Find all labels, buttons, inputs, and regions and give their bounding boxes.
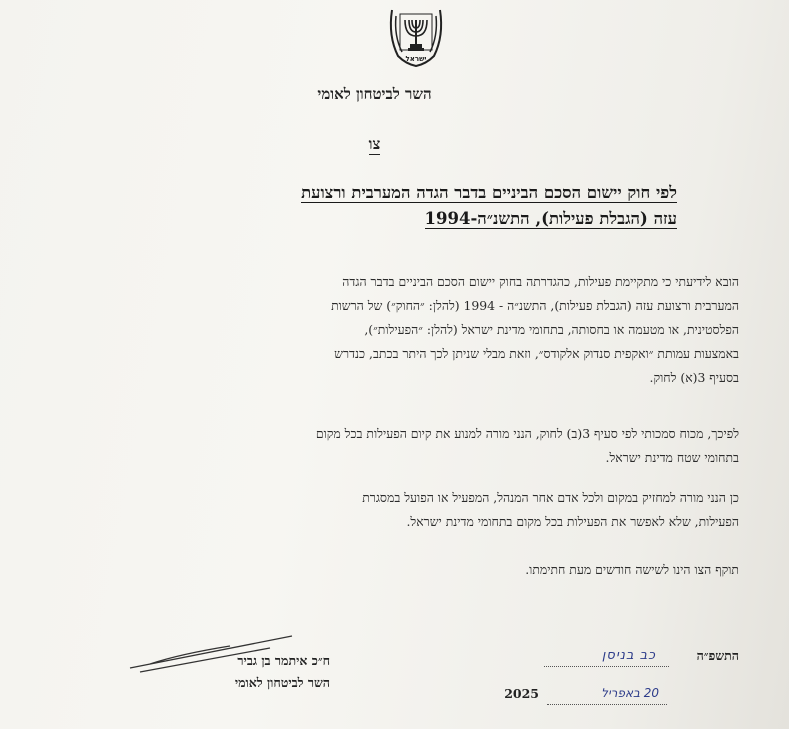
signer-title: השר לביטחון לאומי bbox=[234, 675, 330, 690]
hebrew-date-line bbox=[544, 666, 669, 667]
paragraph-3 bbox=[69, 486, 739, 534]
paragraph-line: המערבית ורצועת עזה (הגבלת פעילות), התשנ״ה - 1994 (להלן: ״החוק״) של הרשות bbox=[331, 298, 739, 313]
hebrew-date-handwritten: כב בניסן bbox=[601, 648, 656, 663]
paragraph-1 bbox=[69, 270, 739, 390]
signature-block bbox=[110, 650, 330, 694]
svg-text:ישראל: ישראל bbox=[405, 55, 427, 63]
gregorian-date-line bbox=[547, 704, 667, 705]
paragraph-line: הפלסטינית, או מטעמה או בחסותה, בתחומי מדינת ישראל (להלן: ״הפעילות״), bbox=[364, 322, 739, 337]
order-heading bbox=[0, 135, 789, 154]
paragraph-line: בתחומי שטח מדינת ישראל. bbox=[605, 450, 739, 465]
paragraph-line: הפעילות, שלא לאפשר את הפעילות בכל מקום בתחומי מדינת ישראל. bbox=[406, 514, 739, 529]
title-line bbox=[117, 206, 677, 232]
minister-header: השר לביטחון לאומי bbox=[317, 85, 432, 103]
paragraph-line: כן הנני מורה למחזיק במקום ולכל אדם אחר המנהל, המפעיל או הפועל במסגרת bbox=[362, 490, 739, 505]
title-line-text: לפי חוק יישום הסכם הביניים בדבר הגדה המערבית ורצועת bbox=[301, 183, 677, 202]
order-title bbox=[117, 180, 677, 232]
paragraph-line: תוקף הצו הינו לשישה חודשים מעת חתימתו. bbox=[525, 562, 739, 577]
paragraph-line: באמצעות עמותת ״ואקפית סנדוק אלקודס״, וזאת מבלי שניתן לכך היתר בכתב, כנדרש bbox=[334, 346, 739, 361]
state-emblem-icon bbox=[376, 6, 456, 68]
paragraph-line: בסעיף 3(א) לחוק. bbox=[649, 370, 739, 385]
paragraph-line: הובא לידיעתי כי מתקיימת פעילות, כהגדרתה בחוק יישום הסכם הביניים בדבר הגדה bbox=[342, 274, 739, 289]
paragraph-4 bbox=[69, 558, 739, 582]
title-line bbox=[117, 180, 677, 206]
hebrew-year: התשפ״ה bbox=[696, 648, 739, 663]
date-block bbox=[479, 648, 739, 708]
order-word: צו bbox=[368, 135, 381, 153]
title-line-text: עזה (הגבלת פעילות), התשנ״ה-1994 bbox=[424, 209, 677, 228]
paragraph-line: לפיכך, מכוח סמכותי לפי סעיף 3(ב) לחוק, הנני מורה למנוע את קיום הפעילות בכל מקום bbox=[315, 426, 739, 441]
gregorian-date-handwritten: 20 באפריל bbox=[601, 686, 659, 700]
paragraph-2 bbox=[69, 422, 739, 470]
signer-name: ח״כ איתמר בן גביר bbox=[237, 653, 330, 668]
gregorian-year: 2025 bbox=[504, 686, 539, 701]
